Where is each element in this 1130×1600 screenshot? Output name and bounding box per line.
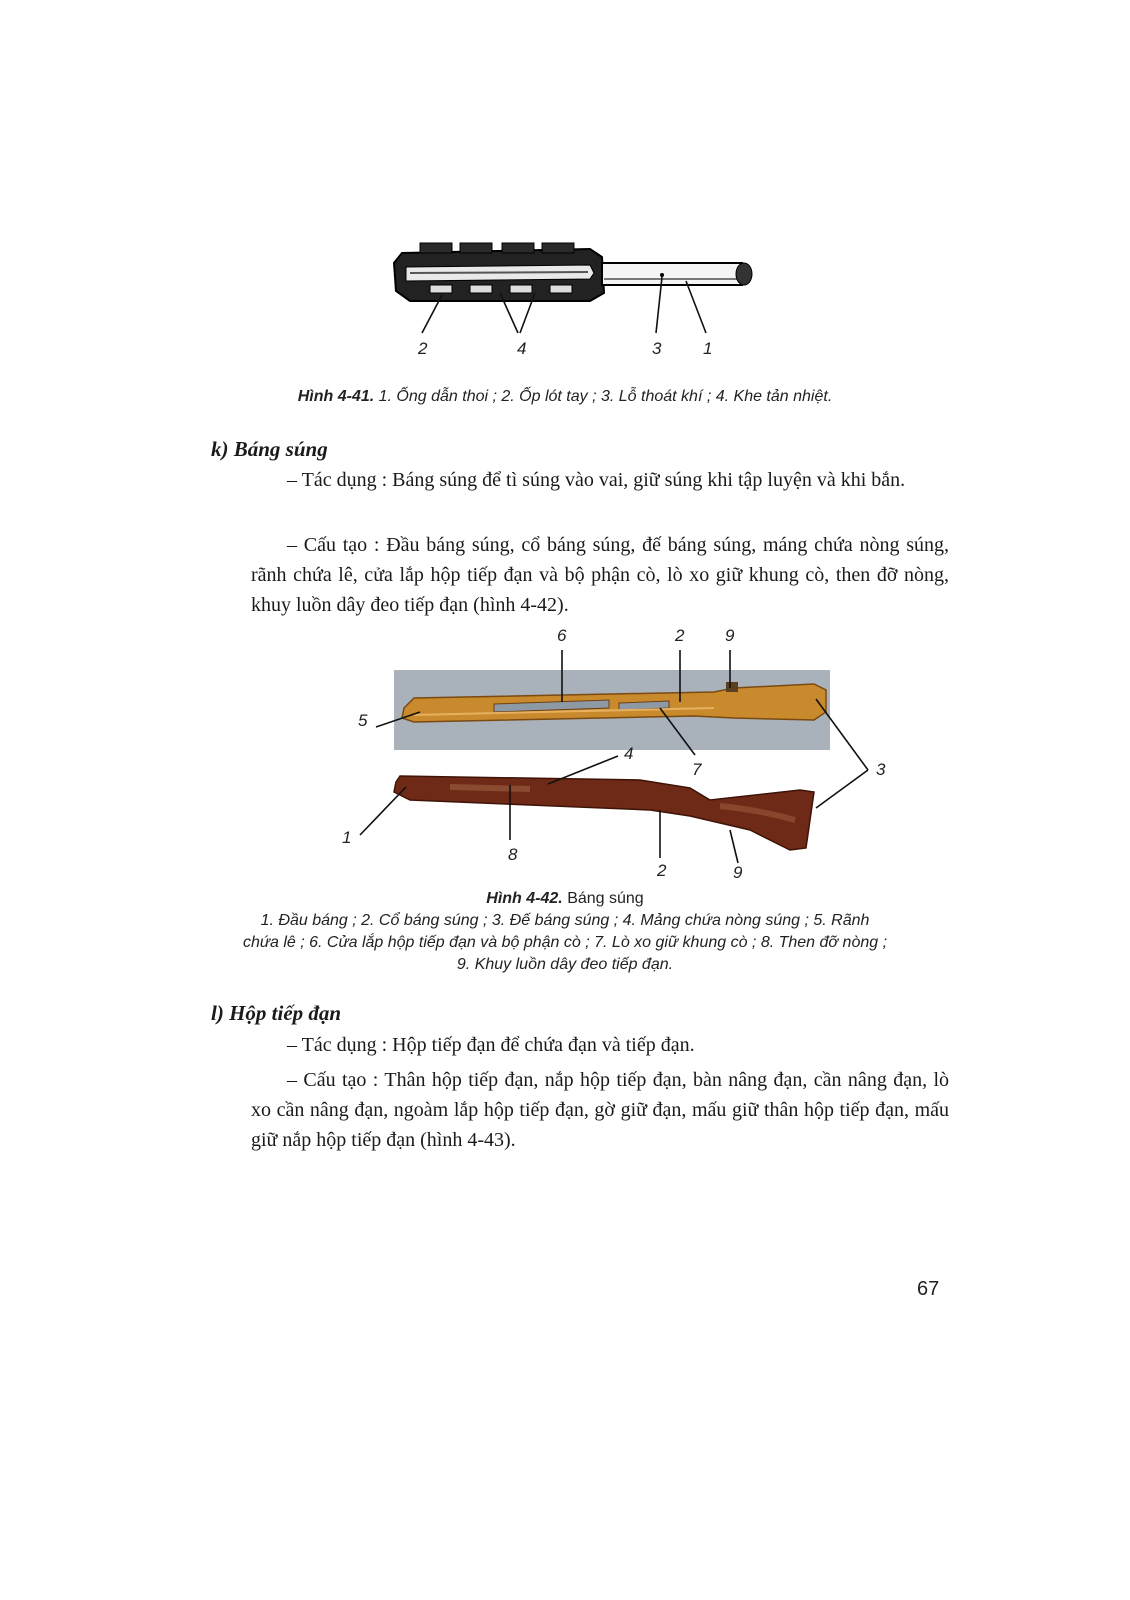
section-l-para-1: – Tác dụng : Hộp tiếp đạn để chứa đạn và tiếp đạn. (287, 1034, 695, 1056)
fig2-label-9-top: 9 (725, 626, 735, 645)
fig2-label-9-bottom: 9 (733, 863, 743, 882)
fig2-label-1: 1 (342, 828, 352, 847)
caption-title: Báng súng (562, 890, 644, 907)
caption-line-3: 9. Khuy luồn dây đeo tiếp đạn. (456, 956, 674, 973)
section-title-l: l) Hộp tiếp đạn (211, 1001, 342, 1025)
fig2-label-2-bottom: 2 (657, 861, 667, 880)
fig2-label-7: 7 (692, 760, 702, 779)
fig2-label-3: 3 (876, 760, 886, 779)
section-l-para-2: – Cấu tạo : Thân hộp tiếp đạn, nắp hộp tiếp đạn, bàn nâng đạn, cần nâng đạn, lò xo cần nâng đạn, ngoàm lắp hộp tiếp đạn, gờ giữ đạn, mấu giữ thân hộp tiếp đạn, mấu giữ nắp hộp tiếp đạn (hình 4-43). (251, 1069, 949, 1151)
section-k-para-2: – Cấu tạo : Đầu báng súng, cổ báng súng, đế báng súng, máng chứa nòng súng, rãnh chứa lê, cửa lắp hộp tiếp đạn và bộ phận cò, lò xo giữ khung cò, then đỡ nòng, khuy luồn dây đeo tiếp đạn (hình 4-42). (251, 534, 949, 616)
fig2-label-5: 5 (358, 711, 368, 730)
fig2-label-8: 8 (508, 845, 518, 864)
gas-tube-illustration (390, 235, 770, 335)
figure-4-41 (390, 235, 770, 375)
caption-title-line (0, 888, 1130, 910)
fig2-label-6: 6 (557, 626, 567, 645)
fig1-label-3: 3 (652, 339, 662, 358)
fig1-label-2: 2 (418, 339, 428, 358)
caption-prefix: Hình 4-41. (297, 388, 375, 405)
fig1-label-1: 1 (703, 339, 713, 358)
figure-4-42 (330, 620, 920, 885)
caption-prefix: Hình 4-42. (486, 890, 563, 907)
figure-4-41-caption (0, 388, 1130, 406)
section-title-k: k) Báng súng (211, 437, 328, 461)
page-number: 67 (917, 1278, 940, 1300)
caption-text: 1. Ống dẫn thoi ; 2. Ốp lót tay ; 3. Lỗ thoát khí ; 4. Khe tản nhiệt. (374, 388, 833, 405)
fig2-label-4: 4 (624, 744, 634, 763)
fig2-label-2-top: 2 (675, 626, 685, 645)
caption-line-2: chứa lê ; 6. Cửa lắp hộp tiếp đạn và bộ phận cò ; 7. Lò xo giữ khung cò ; 8. Then đỡ nòng ; (242, 934, 888, 951)
caption-line-1: 1. Đầu báng ; 2. Cổ báng súng ; 3. Đế báng súng ; 4. Mảng chứa nòng súng ; 5. Rãnh (260, 912, 870, 929)
section-k-para-1: – Tác dụng : Báng súng để tì súng vào vai, giữ súng khi tập luyện và khi bắn. (287, 469, 906, 491)
figure-4-42-caption (0, 888, 1130, 976)
fig1-label-4: 4 (517, 339, 527, 358)
